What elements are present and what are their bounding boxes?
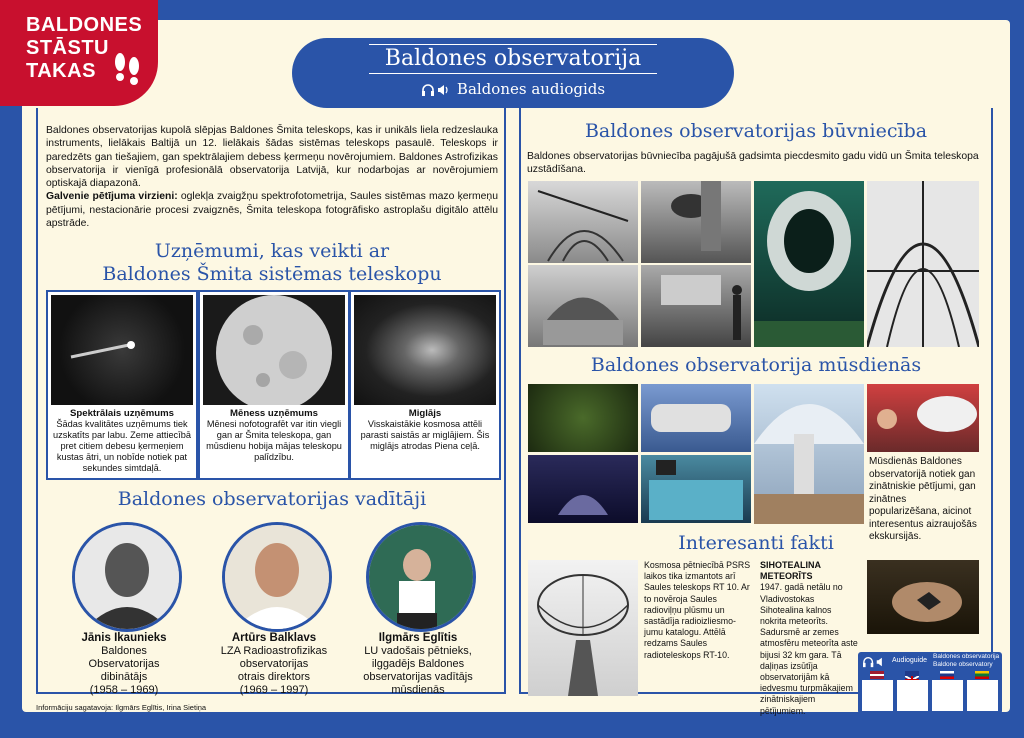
construction-photo-4 — [641, 265, 751, 347]
portrait-arturs-balklavs — [222, 522, 332, 632]
flag-latvia-icon — [870, 671, 884, 679]
audio-button-ru[interactable] — [932, 680, 963, 711]
card-nebula-image: Miglājs Visskaistākie kosmosa attēli parasti saistās ar miglājiem. Šis miglājs atrodas Piena ceļā. — [349, 290, 501, 480]
audioguide-subtitle: Baldones audiogids — [292, 80, 734, 98]
construction-photo-5 — [754, 181, 864, 347]
page-title: Baldones observatorija — [369, 44, 657, 74]
audioguide-desc: Baldones observatorija Baldone observatory — [933, 653, 1000, 668]
portrait-ilgmars-eglitis — [366, 522, 476, 632]
construction-text: Baldones observatorijas būvniecība pagājušā gadsimta piecdesmito gadu vidū un Šmita teleskopa uzstādīšana. — [527, 151, 979, 176]
spectral-photo — [51, 295, 193, 405]
audio-button-en[interactable] — [897, 680, 928, 711]
meteorite-photo — [867, 560, 979, 634]
fact-radio-telescope: Kosmosa pētniecībā PSRS laikos tika izmantots arī Saules teleskops RT 10. Ar to novēroja Saules radioviļņu plūsmu un sastādīja radioizliesmo-jumu katalogu. Attēlā redzams Saules radioteleskops RT-10. — [644, 560, 751, 660]
audio-button-lv[interactable] — [862, 680, 893, 711]
headphones-speaker-icon — [862, 656, 888, 668]
telescope-images-heading: Uzņēmumi, kas veikti ar Baldones Šmita sistēmas teleskopu — [102, 240, 442, 285]
person-silhouette — [225, 525, 329, 629]
today-photo-2 — [528, 455, 638, 523]
leader-1: Jānis Ikaunieks Baldones Observatorijas dibinātājs (1958 – 1969) — [81, 632, 167, 696]
comet-graphic — [51, 295, 193, 405]
audio-button-lt[interactable] — [967, 680, 998, 711]
moon-photo — [203, 295, 345, 405]
logo-line1: BALDONES — [26, 14, 143, 36]
flag-russia-icon — [940, 671, 954, 679]
leaders-heading: Baldones observatorijas vadītāji — [117, 488, 427, 510]
person-silhouette — [369, 525, 473, 629]
card-spectral-image: Spektrālais uzņēmums Šādas kvalitātes uzņēmums tiek uzskatīts par labu. Zeme attiecībā pret citiem debesu ķermeņiem kustas ātri, un nobīde notiek pat sekundes simtdaļā. — [46, 290, 198, 480]
audioguide-box — [858, 652, 1002, 714]
construction-photo-6 — [867, 181, 979, 347]
logo-line2: STĀSTU — [26, 37, 109, 59]
radio-telescope-photo — [528, 560, 638, 696]
fact-meteorite: SIHOTEALINA METEORĪTS 1947. gadā netālu no Vladivostokas Sihotealina kalnos nokrita meteorīts. Sadursmē ar zemes atmosfēru meteorīta aste bijusi 32 km gara. Tā daļiņas izsūtīja observatorijām kā iedvesmu turpmākajiem zinātniskajiem pētījumiem. — [760, 560, 858, 716]
flag-uk-icon — [905, 671, 919, 679]
leader-3: Ilgmārs Eglītis LU vadošais pētnieks, ilggadējs Baldones observatorijas vadītājs mūsdienās — [363, 632, 473, 696]
portrait-janis-ikaunieks — [72, 522, 182, 632]
flag-lithuania-icon — [975, 671, 989, 679]
logo — [0, 0, 158, 106]
audioguide-label: Audioguide — [892, 657, 928, 664]
credit-text: Informāciju sagatavoja: Ilgmārs Eglītis, Irina Sietiņa — [36, 703, 207, 712]
today-photo-3 — [641, 384, 751, 452]
leader-2: Artūrs Balklavs LZA Radioastrofizikas observatorijas otrais direktors (1969 – 1997) — [220, 632, 328, 696]
construction-photo-3 — [641, 181, 751, 263]
moon-graphic — [203, 295, 345, 405]
construction-photo-2 — [528, 265, 638, 347]
headphones-speaker-icon — [421, 83, 451, 97]
construction-photo-1 — [528, 181, 638, 263]
today-photo-6 — [867, 384, 979, 452]
intro-text: Baldones observatorijas kupolā slēpjas Baldones Šmita teleskops, kas ir unikāls liela redzeslauka instruments, lielākais Baltijā un 12. lielākais šādas sistēmas teleskops pasaulē. Teleskops ir paredzēts gan tiešajiem, gan spektrālajiem debess ķermeņu novērojumiem. Baldones Astrofizikas observatorija ir vienīgā profesionālā observatorija Latvijā, kur nodarbojas ar novērojumiem optiskajā diapazonā. Galvenie pētījuma virzieni: oglekļa zvaigžņu spektrofotometrija, Saules sistēmas mazo ķermeņu pētījumi, nestacionārie procesi zvaigznēs, Šmita teleskopa fotogrāfisko astroplašu digitālo attēlu apstrāde. — [46, 125, 498, 230]
card-moon-image: Mēness uzņēmums Mēnesi nofotografēt var itin viegli gan ar Šmita teleskopa, gan mūsdienu hobija mājas teleskopu palīdzību. — [198, 290, 350, 480]
today-photo-4 — [641, 455, 751, 523]
nebula-photo — [354, 295, 496, 405]
today-heading: Baldones observatorija mūsdienās — [590, 354, 922, 376]
person-silhouette — [75, 525, 179, 629]
title-banner — [292, 38, 734, 108]
facts-heading: Interesanti fakti — [678, 532, 834, 554]
today-photo-1 — [528, 384, 638, 452]
today-text: Mūsdienās Baldones observatorijā notiek gan zinātniskie pētījumi, gan zinātnes popularizēšana, aicinot interesentus aizraujošās ekskursijās. — [869, 456, 977, 542]
footprints-icon — [112, 50, 142, 90]
today-photo-5 — [754, 384, 864, 524]
construction-heading: Baldones observatorijas būvniecība — [584, 120, 928, 142]
logo-line3: TAKAS — [26, 60, 96, 82]
